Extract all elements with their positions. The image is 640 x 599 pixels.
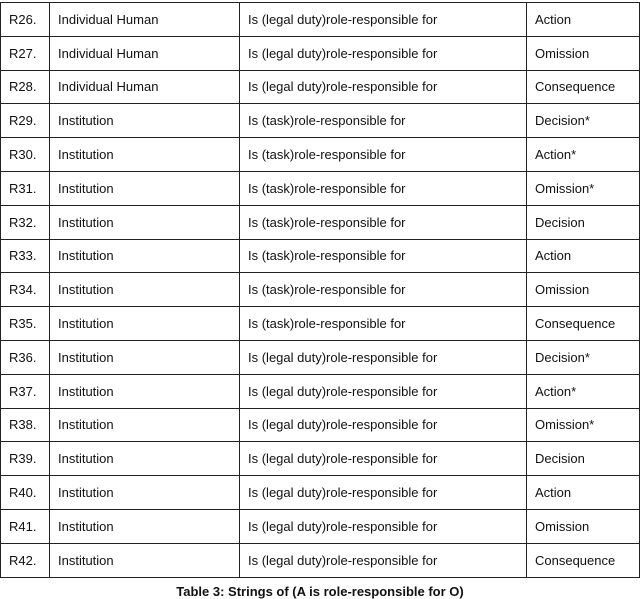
object-cell: Consequence — [527, 70, 640, 104]
relation-cell: Is (task)role-responsible for — [240, 273, 527, 307]
table-caption: Table 3: Strings of (A is role-responsible for O) — [176, 584, 464, 599]
object-cell: Decision* — [527, 104, 640, 138]
table-row — [1, 442, 640, 476]
object-cell: Action — [527, 239, 640, 273]
agent-cell: Institution — [50, 239, 240, 273]
row-id-cell: R40. — [1, 476, 50, 510]
row-id-cell: R29. — [1, 104, 50, 138]
row-id-cell: R30. — [1, 138, 50, 172]
relation-cell: Is (legal duty)role-responsible for — [240, 543, 527, 577]
object-cell: Decision* — [527, 340, 640, 374]
table-row — [1, 171, 640, 205]
relation-cell: Is (legal duty)role-responsible for — [240, 476, 527, 510]
agent-cell: Institution — [50, 509, 240, 543]
object-cell: Action* — [527, 138, 640, 172]
row-id-cell: R41. — [1, 509, 50, 543]
relation-cell: Is (legal duty)role-responsible for — [240, 70, 527, 104]
relation-cell: Is (legal duty)role-responsible for — [240, 408, 527, 442]
relation-cell: Is (task)role-responsible for — [240, 239, 527, 273]
relation-cell: Is (task)role-responsible for — [240, 205, 527, 239]
object-cell: Omission — [527, 36, 640, 70]
table-row — [1, 205, 640, 239]
table-row — [1, 408, 640, 442]
row-id-cell: R38. — [1, 408, 50, 442]
agent-cell: Institution — [50, 307, 240, 341]
object-cell: Action — [527, 476, 640, 510]
table-row — [1, 70, 640, 104]
object-cell: Decision — [527, 205, 640, 239]
row-id-cell: R31. — [1, 171, 50, 205]
row-id-cell: R32. — [1, 205, 50, 239]
agent-cell: Institution — [50, 138, 240, 172]
relation-cell: Is (task)role-responsible for — [240, 104, 527, 138]
table-row — [1, 36, 640, 70]
table-row — [1, 543, 640, 577]
relation-cell: Is (legal duty)role-responsible for — [240, 509, 527, 543]
agent-cell: Institution — [50, 476, 240, 510]
agent-cell: Individual Human — [50, 36, 240, 70]
row-id-cell: R33. — [1, 239, 50, 273]
relation-cell: Is (task)role-responsible for — [240, 138, 527, 172]
object-cell: Omission — [527, 509, 640, 543]
row-id-cell: R35. — [1, 307, 50, 341]
relation-cell: Is (legal duty)role-responsible for — [240, 3, 527, 37]
agent-cell: Individual Human — [50, 70, 240, 104]
row-id-cell: R34. — [1, 273, 50, 307]
relation-cell: Is (task)role-responsible for — [240, 307, 527, 341]
row-id-cell: R36. — [1, 340, 50, 374]
table-row — [1, 509, 640, 543]
agent-cell: Institution — [50, 374, 240, 408]
agent-cell: Individual Human — [50, 3, 240, 37]
table-row — [1, 3, 640, 37]
relation-cell: Is (legal duty)role-responsible for — [240, 340, 527, 374]
table-row — [1, 104, 640, 138]
responsibility-table — [0, 2, 640, 578]
row-id-cell: R28. — [1, 70, 50, 104]
agent-cell: Institution — [50, 104, 240, 138]
object-cell: Action* — [527, 374, 640, 408]
table-row — [1, 307, 640, 341]
object-cell: Action — [527, 3, 640, 37]
table-row — [1, 239, 640, 273]
object-cell: Consequence — [527, 307, 640, 341]
relation-cell: Is (legal duty)role-responsible for — [240, 36, 527, 70]
agent-cell: Institution — [50, 442, 240, 476]
object-cell: Omission* — [527, 171, 640, 205]
row-id-cell: R37. — [1, 374, 50, 408]
agent-cell: Institution — [50, 408, 240, 442]
table-body — [1, 3, 640, 578]
row-id-cell: R26. — [1, 3, 50, 37]
relation-cell: Is (legal duty)role-responsible for — [240, 374, 527, 408]
table-row — [1, 340, 640, 374]
table-row — [1, 273, 640, 307]
object-cell: Consequence — [527, 543, 640, 577]
relation-cell: Is (task)role-responsible for — [240, 171, 527, 205]
agent-cell: Institution — [50, 171, 240, 205]
agent-cell: Institution — [50, 205, 240, 239]
table-row — [1, 138, 640, 172]
row-id-cell: R39. — [1, 442, 50, 476]
agent-cell: Institution — [50, 340, 240, 374]
agent-cell: Institution — [50, 543, 240, 577]
object-cell: Omission* — [527, 408, 640, 442]
agent-cell: Institution — [50, 273, 240, 307]
row-id-cell: R42. — [1, 543, 50, 577]
object-cell: Decision — [527, 442, 640, 476]
object-cell: Omission — [527, 273, 640, 307]
row-id-cell: R27. — [1, 36, 50, 70]
table-row — [1, 476, 640, 510]
table-row — [1, 374, 640, 408]
relation-cell: Is (legal duty)role-responsible for — [240, 442, 527, 476]
